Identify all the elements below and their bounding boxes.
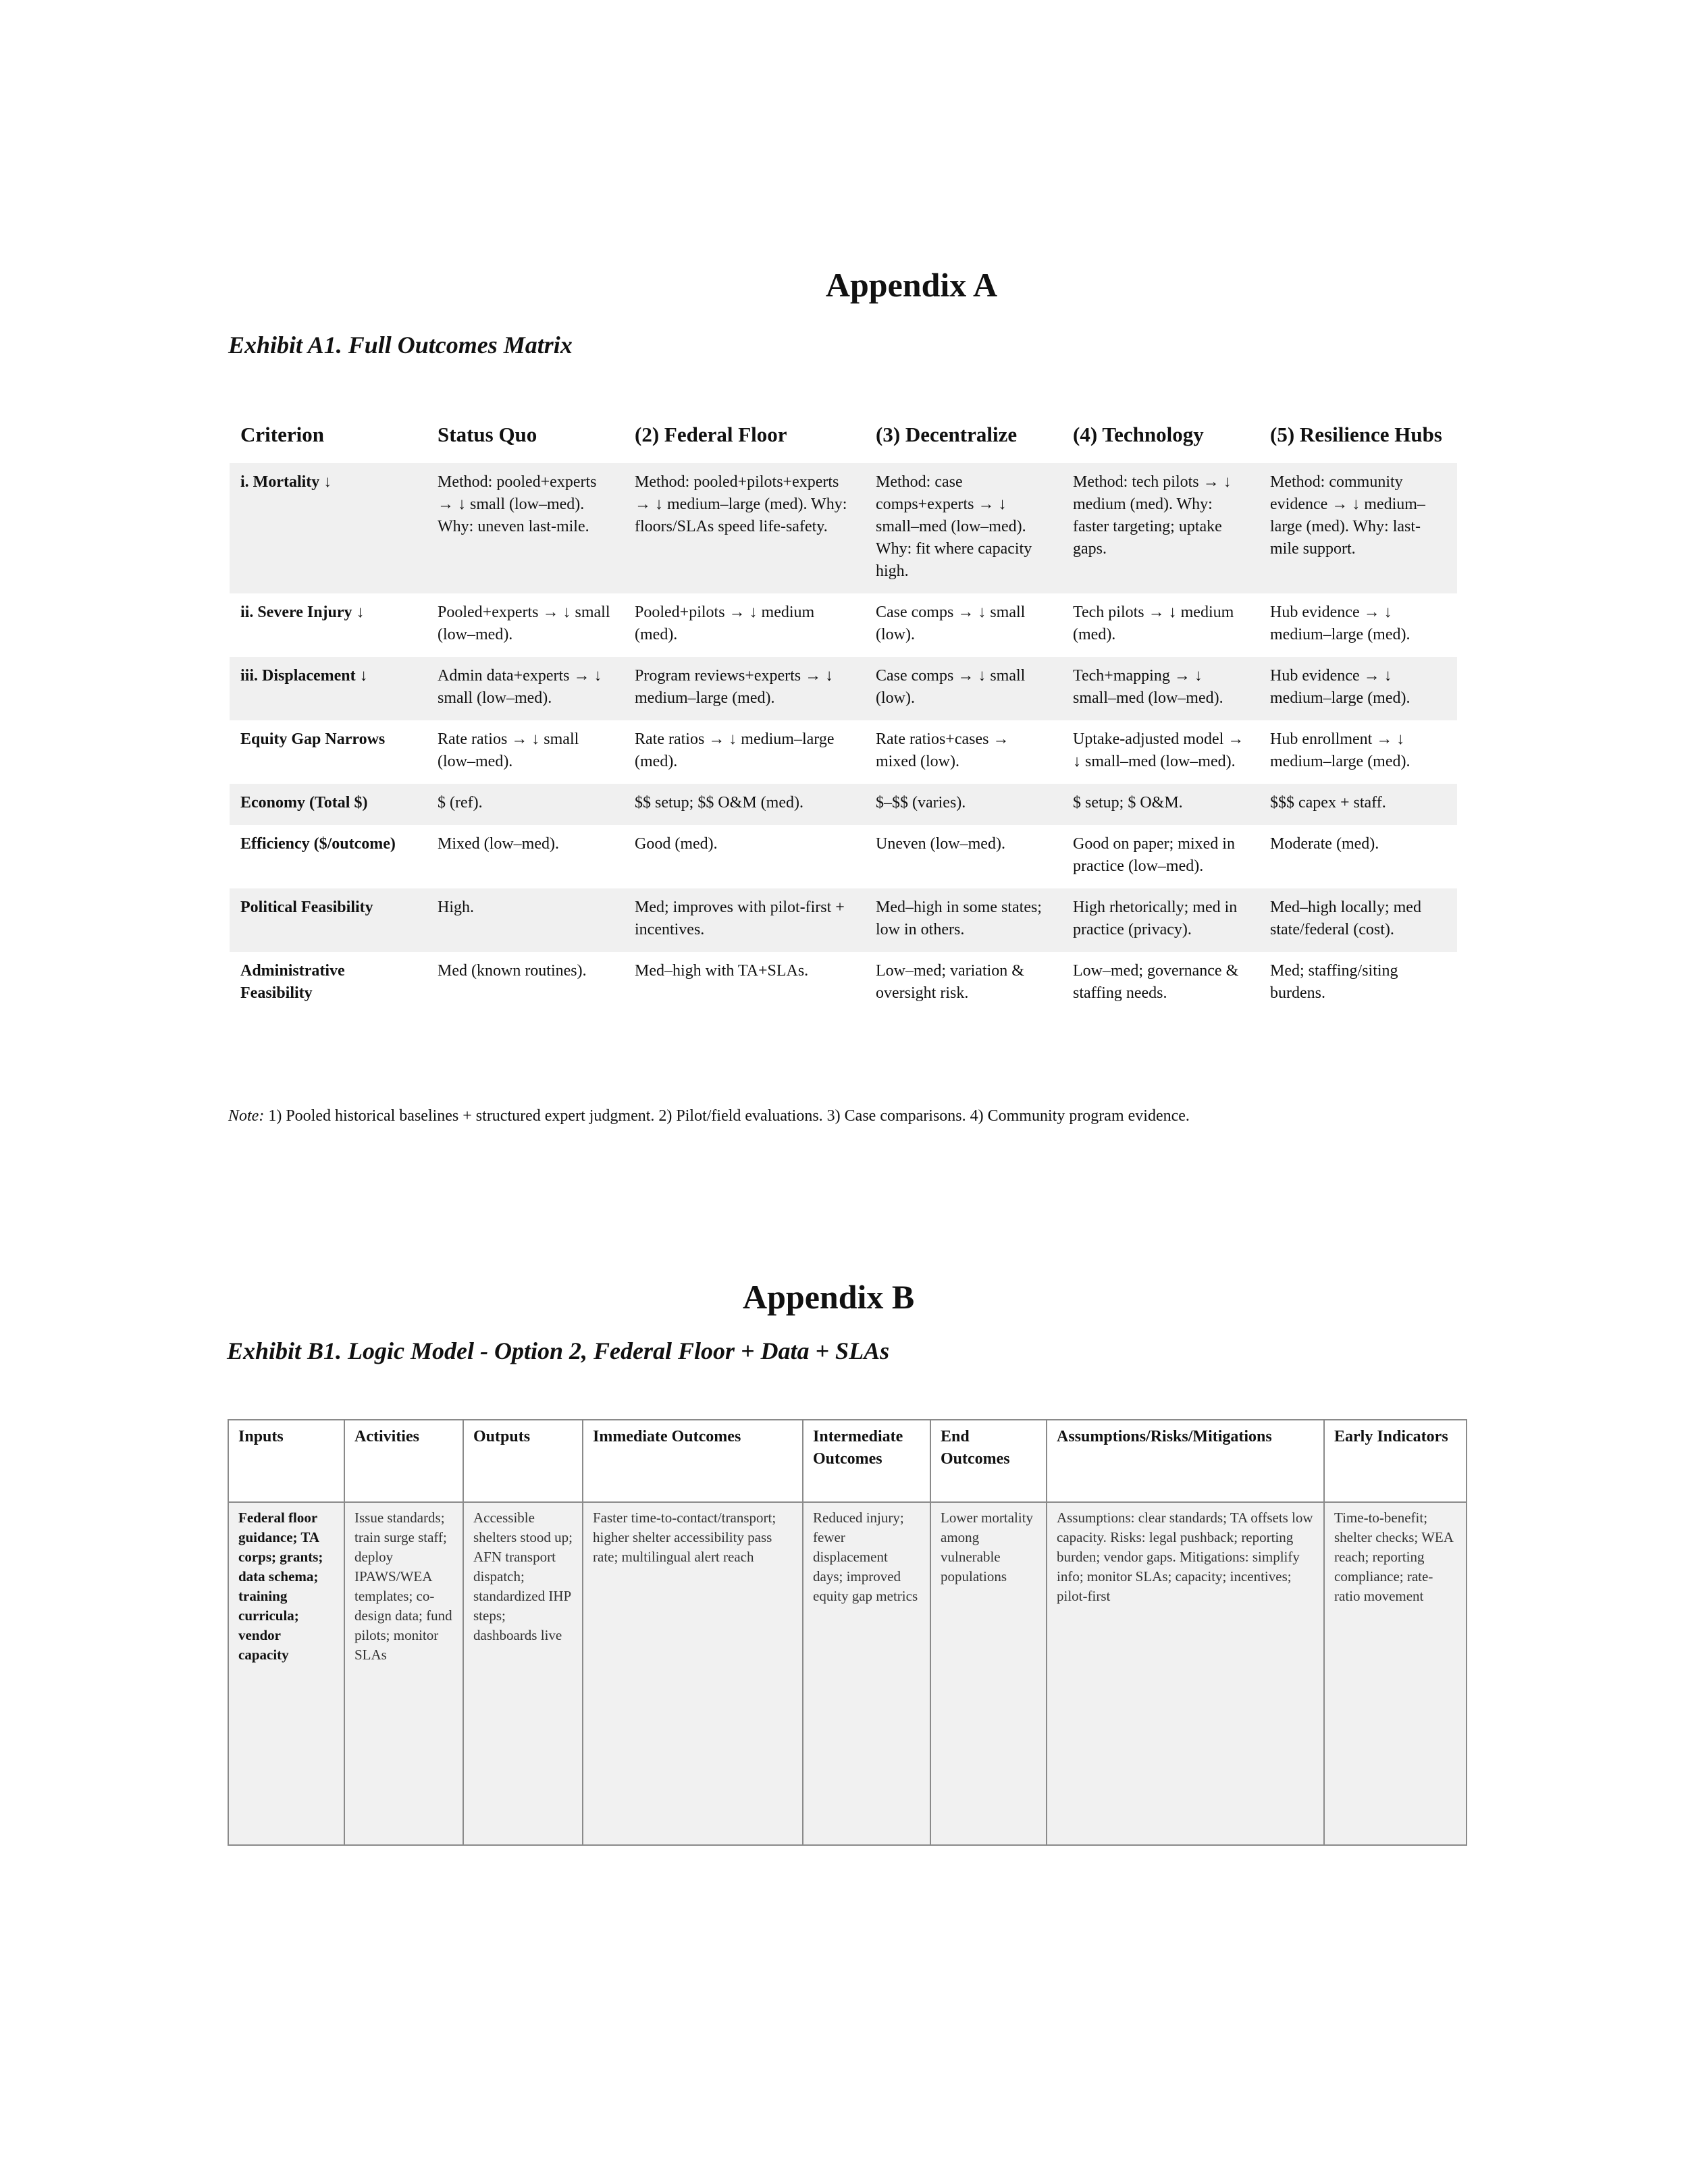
- matrix-cell: Uptake-adjusted model → ↓ small–med (low–med).: [1073, 730, 1244, 770]
- criterion-cell: Economy (Total $): [230, 784, 427, 825]
- criterion-cell: Efficiency ($/outcome): [240, 835, 396, 853]
- matrix-row-efficiency: [230, 825, 1457, 888]
- logic-header-intermediate-outcomes: Intermediate Outcomes: [803, 1420, 930, 1502]
- matrix-header-resilience-hubs: (5) Resilience Hubs: [1270, 423, 1442, 446]
- matrix-cell: Method: community evidence → ↓ medium–large (med). Why: last-mile support.: [1259, 463, 1457, 593]
- matrix-cell: Admin data+experts → ↓ small (low–med).: [427, 657, 624, 720]
- matrix-cell: Hub enrollment → ↓ medium–large (med).: [1270, 730, 1410, 770]
- logic-cell-inputs: Federal floor guidance; TA corps; grants; data schema; training curricula; vendor capacity: [228, 1502, 344, 1845]
- matrix-cell: Uneven (low–med).: [876, 835, 1005, 853]
- matrix-header-technology: (4) Technology: [1073, 423, 1204, 446]
- matrix-cell: Mixed (low–med).: [438, 835, 559, 853]
- matrix-header-federal-floor: (2) Federal Floor: [635, 423, 787, 446]
- matrix-cell: Med; staffing/siting burdens.: [1270, 962, 1398, 1002]
- matrix-cell: Low–med; governance & staffing needs.: [1073, 962, 1239, 1002]
- matrix-cell: Med–high with TA+SLAs.: [635, 962, 809, 980]
- exhibit-b1-title: Exhibit B1. Logic Model - Option 2, Federal Floor + Data + SLAs: [227, 1337, 890, 1364]
- appendix-b-title: Appendix B: [743, 1278, 915, 1316]
- logic-header-outputs: Outputs: [463, 1420, 583, 1502]
- matrix-cell: Rate ratios+cases → mixed (low).: [876, 730, 1009, 770]
- matrix-cell: $$ setup; $$ O&M (med).: [624, 784, 865, 825]
- matrix-cell: Tech+mapping → ↓ small–med (low–med).: [1062, 657, 1259, 720]
- criterion-cell: iii. Displacement ↓: [230, 657, 427, 720]
- matrix-header-status-quo: Status Quo: [438, 423, 537, 446]
- matrix-row-administrative-feasibility: [230, 952, 1457, 1015]
- matrix-row-equity-gap: [230, 720, 1457, 784]
- logic-header-assumptions: Assumptions/Risks/Mitigations: [1047, 1420, 1324, 1502]
- matrix-cell: Good (med).: [635, 835, 718, 853]
- logic-row: [228, 1502, 1467, 1845]
- matrix-cell: Method: pooled+pilots+experts → ↓ medium–large (med). Why: floors/SLAs speed life-safety.: [624, 463, 865, 593]
- logic-header-immediate-outcomes: Immediate Outcomes: [583, 1420, 803, 1502]
- matrix-cell: Case comps → ↓ small (low).: [865, 657, 1062, 720]
- matrix-cell: Med–high locally; med state/federal (cost).: [1259, 888, 1457, 952]
- logic-cell-assumptions: Assumptions: clear standards; TA offsets low capacity. Risks: legal pushback; reporting burden; vendor gaps. Mitigations: simplify info; monitor SLAs; capacity; incentives; pilot-first: [1047, 1502, 1324, 1845]
- matrix-cell: Pooled+experts → ↓ small (low–med).: [438, 604, 610, 643]
- criterion-cell: ii. Severe Injury ↓: [240, 604, 365, 621]
- logic-header-end-outcomes: End Outcomes: [930, 1420, 1047, 1502]
- note-label: Note:: [228, 1107, 265, 1125]
- criterion-cell: Equity Gap Narrows: [240, 730, 386, 748]
- matrix-cell: Low–med; variation & oversight risk.: [876, 962, 1024, 1002]
- matrix-header-row: [230, 410, 1457, 463]
- matrix-cell: $$$ capex + staff.: [1259, 784, 1457, 825]
- matrix-cell: Method: tech pilots → ↓ medium (med). Why: faster targeting; uptake gaps.: [1062, 463, 1259, 593]
- matrix-cell: Rate ratios → ↓ medium–large (med).: [635, 730, 835, 770]
- logic-cell-intermediate-outcomes: Reduced injury; fewer displacement days; improved equity gap metrics: [803, 1502, 930, 1845]
- exhibit-a1-title: Exhibit A1. Full Outcomes Matrix: [228, 331, 573, 358]
- outcomes-matrix: [230, 410, 1457, 1015]
- criterion-cell: i. Mortality ↓: [230, 463, 427, 593]
- matrix-cell: Med–high in some states; low in others.: [865, 888, 1062, 952]
- matrix-row-economy: [230, 784, 1457, 825]
- matrix-cell: $–$$ (varies).: [865, 784, 1062, 825]
- matrix-cell: High.: [427, 888, 624, 952]
- logic-cell-outputs: Accessible shelters stood up; AFN transport dispatch; standardized IHP steps; dashboards live: [463, 1502, 583, 1845]
- logic-header-early-indicators: Early Indicators: [1324, 1420, 1467, 1502]
- criterion-cell: Administrative Feasibility: [240, 962, 345, 1002]
- matrix-cell: High rhetorically; med in practice (privacy).: [1062, 888, 1259, 952]
- matrix-cell: Pooled+pilots → ↓ medium (med).: [635, 604, 815, 643]
- logic-cell-early-indicators: Time-to-benefit; shelter checks; WEA reach; reporting compliance; rate-ratio movement: [1324, 1502, 1467, 1845]
- matrix-cell: $ setup; $ O&M.: [1062, 784, 1259, 825]
- matrix-cell: Good on paper; mixed in practice (low–med).: [1073, 835, 1235, 875]
- matrix-cell: Method: case comps+experts → ↓ small–med (low–med). Why: fit where capacity high.: [865, 463, 1062, 593]
- matrix-cell: Method: pooled+experts → ↓ small (low–med). Why: uneven last-mile.: [427, 463, 624, 593]
- criterion-cell: Political Feasibility: [230, 888, 427, 952]
- logic-header-row: [228, 1420, 1467, 1502]
- matrix-cell: Moderate (med).: [1270, 835, 1379, 853]
- matrix-cell: Med; improves with pilot-first + incentives.: [624, 888, 865, 952]
- matrix-header-criterion: Criterion: [240, 423, 324, 446]
- logic-model-table: [228, 1419, 1467, 1846]
- matrix-row-political-feasibility: [230, 888, 1457, 952]
- logic-header-activities: Activities: [344, 1420, 463, 1502]
- matrix-cell: Program reviews+experts → ↓ medium–large (med).: [624, 657, 865, 720]
- note-text: 1) Pooled historical baselines + structured expert judgment. 2) Pilot/field evaluations. 3) Case comparisons. 4) Community program evidence.: [264, 1107, 1190, 1125]
- matrix-row-displacement: [230, 657, 1457, 720]
- matrix-cell: Rate ratios → ↓ small (low–med).: [438, 730, 579, 770]
- appendix-a-title: Appendix A: [825, 266, 998, 304]
- matrix-cell: Hub evidence → ↓ medium–large (med).: [1259, 657, 1457, 720]
- logic-header-inputs: Inputs: [228, 1420, 344, 1502]
- logic-cell-immediate-outcomes: Faster time-to-contact/transport; higher shelter accessibility pass rate; multilingual alert reach: [583, 1502, 803, 1845]
- matrix-row-severe-injury: [230, 593, 1457, 657]
- matrix-cell: $ (ref).: [427, 784, 624, 825]
- matrix-header-decentralize: (3) Decentralize: [876, 423, 1018, 446]
- matrix-note: [228, 1107, 1190, 1125]
- matrix-cell: Tech pilots → ↓ medium (med).: [1073, 604, 1234, 643]
- logic-cell-end-outcomes: Lower mortality among vulnerable populations: [930, 1502, 1047, 1845]
- logic-cell-activities: Issue standards; train surge staff; deploy IPAWS/WEA templates; co-design data; fund pilots; monitor SLAs: [344, 1502, 463, 1845]
- matrix-cell: Case comps → ↓ small (low).: [876, 604, 1026, 643]
- matrix-cell: Med (known routines).: [438, 962, 587, 980]
- matrix-cell: Hub evidence → ↓ medium–large (med).: [1270, 604, 1410, 643]
- matrix-row-mortality: [230, 463, 1457, 593]
